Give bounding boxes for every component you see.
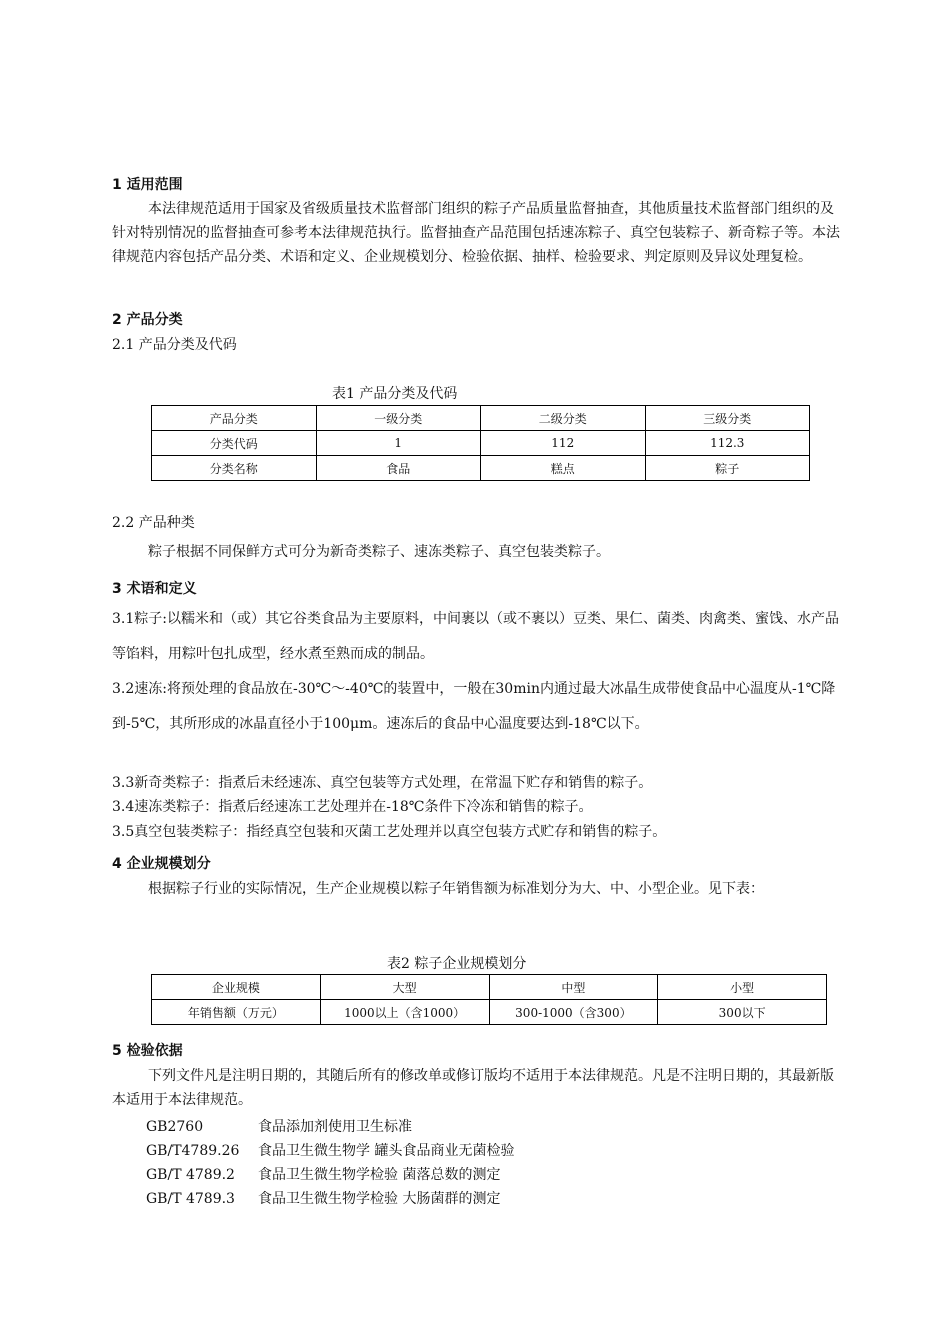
section-heading-inspection-basis: 5 检验依据 <box>112 1043 183 1059</box>
scope-paragraph: 本法律规范适用于国家及省级质量技术监督部门组织的粽子产品质量监督抽查，其他质量技术监督部门组织的及针对特别情况的监督抽查可参考本法律规范执行。监督抽查产品范围包括速冻粽子、真空包装粽子、新奇粽子等。本法律规范内容包括产品分类、术语和定义、企业规模划分、检验依据、抽样、检验要求、判定原则及异议处理复检。 <box>112 201 840 265</box>
table-row <box>152 456 810 481</box>
reference-code: GB/T4789.26 <box>146 1143 240 1159</box>
reference-standard <box>146 1188 500 1208</box>
section-heading-classification: 2 产品分类 <box>112 312 183 328</box>
section-heading-scope: 1 适用范围 <box>112 177 183 193</box>
table-cell: 糕点 <box>481 456 646 481</box>
section-heading-terms: 3 术语和定义 <box>112 581 197 597</box>
product-types-paragraph: 粽子根据不同保鲜方式可分为新奇类粽子、速冻类粽子、真空包装类粽子。 <box>148 544 610 560</box>
table-cell: 一级分类 <box>316 406 481 431</box>
table2-caption: 表2 粽子企业规模划分 <box>387 956 527 972</box>
table-cell: 产品分类 <box>152 406 317 431</box>
reference-code: GB2760 <box>146 1119 204 1135</box>
reference-title: 食品卫生微生物学检验 大肠菌群的测定 <box>258 1191 501 1207</box>
table-cell: 300-1000（含300） <box>489 1000 658 1025</box>
table-cell: 中型 <box>489 975 658 1000</box>
table-cell: 1000以上（含1000） <box>320 1000 489 1025</box>
table-cell: 大型 <box>320 975 489 1000</box>
definition-novel-zongzi: 3.3新奇类粽子：指煮后未经速冻、真空包装等方式处理，在常温下贮存和销售的粽子。 <box>112 775 653 791</box>
table-cell: 112.3 <box>645 431 810 456</box>
definition-frozen-zongzi: 3.4速冻类粽子：指煮后经速冻工艺处理并在-18℃条件下冷冻和销售的粽子。 <box>112 799 593 815</box>
table-cell: 食品 <box>316 456 481 481</box>
subsection-heading-2-2: 2.2 产品种类 <box>112 515 195 531</box>
enterprise-scale-table <box>151 974 827 1025</box>
table-row <box>152 406 810 431</box>
table-cell: 112 <box>481 431 646 456</box>
table-cell: 年销售额（万元） <box>152 1000 321 1025</box>
reference-title: 食品添加剂使用卫生标准 <box>258 1119 412 1135</box>
reference-standard <box>146 1140 514 1160</box>
reference-title: 食品卫生微生物学 罐头食品商业无菌检验 <box>258 1143 515 1159</box>
table-cell: 小型 <box>658 975 827 1000</box>
product-classification-table <box>151 405 810 481</box>
table-cell: 三级分类 <box>645 406 810 431</box>
table-cell: 粽子 <box>645 456 810 481</box>
definition-vacuum-zongzi: 3.5真空包装类粽子：指经真空包装和灭菌工艺处理并以真空包装方式贮存和销售的粽子。 <box>112 824 667 840</box>
reference-standard <box>146 1116 412 1136</box>
table-row <box>152 431 810 456</box>
table-cell: 分类代码 <box>152 431 317 456</box>
reference-code: GB/T 4789.3 <box>146 1191 235 1207</box>
inspection-basis-paragraph: 下列文件凡是注明日期的，其随后所有的修改单或修订版均不适用于本法律规范。凡是不注明日期的，其最新版本适用于本法律规范。 <box>112 1068 834 1108</box>
table-cell: 企业规模 <box>152 975 321 1000</box>
definition-zongzi: 3.1粽子:以糯米和（或）其它谷类食品为主要原料，中间裹以（或不裹以）豆类、果仁、菌类、肉禽类、蜜饯、水产品等馅料，用粽叶包扎成型，经水煮至熟而成的制品。 <box>112 611 839 662</box>
reference-code: GB/T 4789.2 <box>146 1167 235 1183</box>
section-heading-enterprise-scale: 4 企业规模划分 <box>112 856 211 872</box>
subsection-heading-2-1: 2.1 产品分类及代码 <box>112 337 237 353</box>
reference-title: 食品卫生微生物学检验 菌落总数的测定 <box>258 1167 501 1183</box>
table-cell: 1 <box>316 431 481 456</box>
enterprise-scale-paragraph: 根据粽子行业的实际情况，生产企业规模以粽子年销售额为标准划分为大、中、小型企业。见下表： <box>148 881 764 897</box>
table-row <box>152 1000 827 1025</box>
table1-caption: 表1 产品分类及代码 <box>332 386 458 402</box>
table-row <box>152 975 827 1000</box>
table-cell: 300以下 <box>658 1000 827 1025</box>
definition-quick-freeze: 3.2速冻:将预处理的食品放在-30℃～-40℃的装置中，一般在30min内通过最大冰晶生成带使食品中心温度从-1℃降到-5℃，其所形成的冰晶直径小于100μm。速冻后的食品中心温度要达到-18℃以下。 <box>112 681 836 732</box>
table-cell: 二级分类 <box>481 406 646 431</box>
reference-standard <box>146 1164 500 1184</box>
table-cell: 分类名称 <box>152 456 317 481</box>
